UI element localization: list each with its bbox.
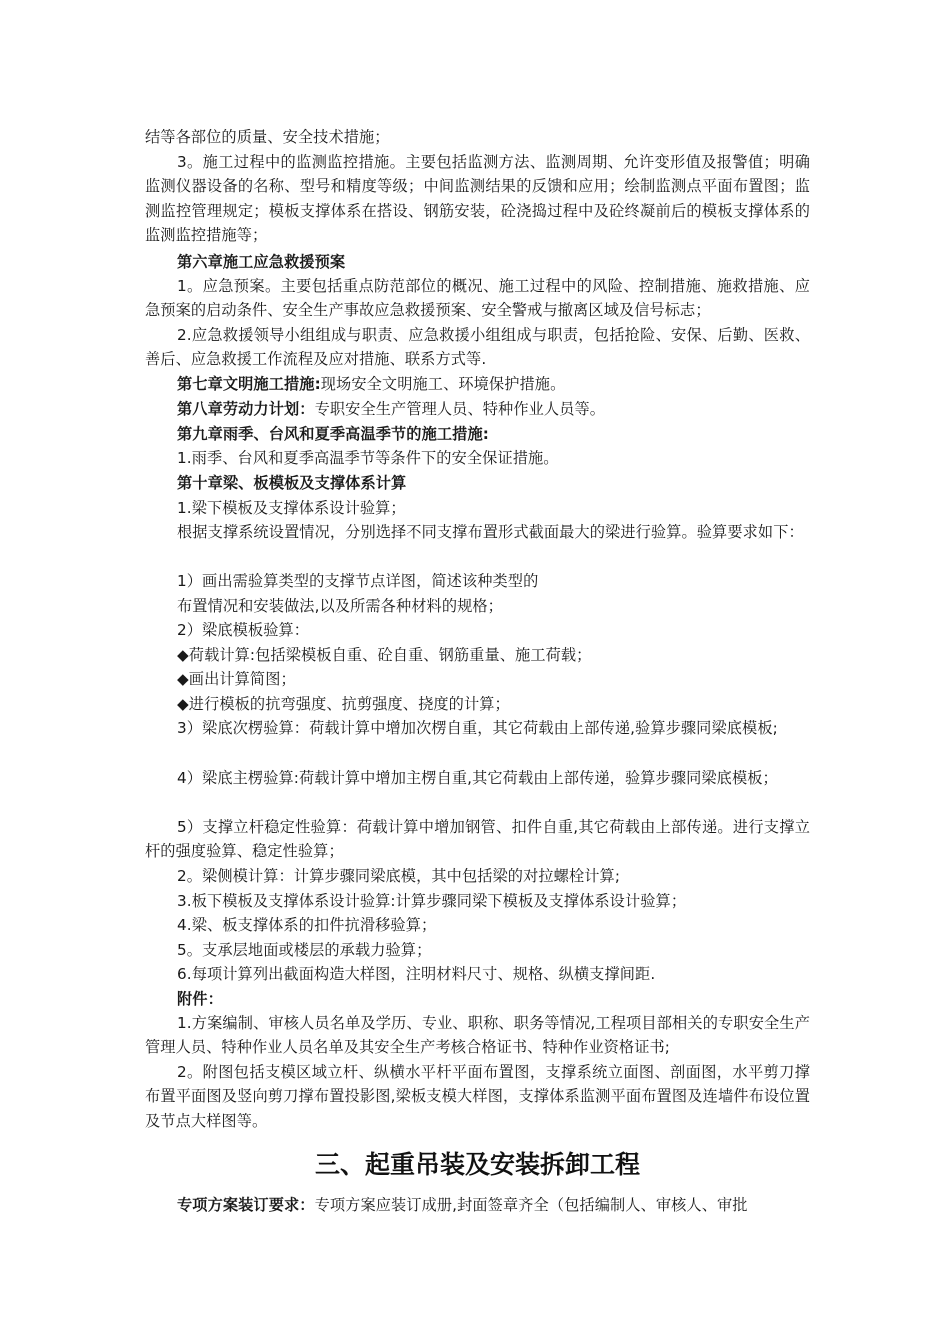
chapter-7-text: 现场安全文明施工、环境保护措施。: [320, 375, 566, 393]
chapter-10-heading: 第十章梁、板模板及支撑体系计算: [177, 474, 407, 492]
paragraph-side-form: 2。梁侧模计算：计算步骤同梁底模，其中包括梁的对拉螺栓计算;: [177, 867, 621, 885]
binding-requirements-heading: 专项方案装订要求：: [177, 1196, 315, 1214]
attachment-2: 2。附图包括支模区域立杆、纵横水平杆平面布置图，支撑系统立面图、剖面图，水平剪刀撑布置平面图及竖向剪刀撑布置投影图,梁板支模大样图，支撑体系监测平面布置图及连墙件布设位置及节点大样图等。: [145, 1063, 810, 1130]
paragraph-slab-formwork: 3.板下模板及支撑体系设计验算:计算步骤同梁下模板及支撑体系设计验算；: [177, 892, 687, 910]
chapter-8-line: [145, 397, 810, 421]
chapter-7-heading: 第七章文明施工措施:: [177, 375, 321, 393]
paragraph-emergency-team: 2.应急救援领导小组组成与职责、应急救援小组组成与职责，包括抢险、安保、后勤、医救、善后、应急救援工作流程及应对措施、联系方式等.: [145, 326, 810, 369]
section-3-heading: 三、起重吊装及安装拆卸工程: [314, 1150, 640, 1179]
chapter-6-heading: 第六章施工应急救援预案: [177, 253, 346, 271]
list-item-1-cont: 布置情况和安装做法,以及所需各种材料的规格；: [177, 597, 503, 615]
paragraph-anti-slip: 4.梁、板支撑体系的扣件抗滑移验算；: [177, 916, 437, 934]
chapter-8-heading: 第八章劳动力计划：: [177, 400, 315, 418]
chapter-9-heading: 第九章雨季、台风和夏季高温季节的施工措施:: [177, 425, 489, 443]
paragraph-rainy-season: 1.雨季、台风和夏季高温季节等条件下的安全保证措施。: [177, 449, 559, 467]
attachment-1: 1.方案编制、审核人员名单及学历、专业、职称、职务等情况,工程项目部相关的专职安全生产管理人员、特种作业人员名单及其安全生产考核合格证书、特种作业资格证书;: [145, 1014, 810, 1057]
bullet-strength-calc: ◆进行模板的抗弯强度、抗剪强度、挠度的计算；: [177, 695, 510, 713]
paragraph-beam-formwork: 1.梁下模板及支撑体系设计验算；: [177, 499, 406, 517]
paragraph-section-drawing: 6.每项计算列出截面构造大样图，注明材料尺寸、规格、纵横支撑间距.: [177, 965, 656, 983]
binding-requirements-text: 专项方案应装订成册,封面签章齐全（包括编制人、审核人、审批: [314, 1196, 748, 1214]
chapter-7-line: [145, 372, 810, 396]
chapter-8-text: 专职安全生产管理人员、特种作业人员等。: [314, 400, 606, 418]
paragraph-verification-requirements: 根据支撑系统设置情况，分别选择不同支撑布置形式截面最大的梁进行验算。验算要求如下：: [177, 523, 804, 541]
paragraph-continuation: 结等各部位的质量、安全技术措施；: [145, 128, 390, 146]
attachments-heading: 附件：: [177, 990, 223, 1008]
paragraph-emergency-plan: 1。应急预案。主要包括重点防范部位的概况、施工过程中的风险、控制措施、施救措施、应急预案的启动条件、安全生产事故应急救援预案、安全警戒与撤离区域及信号标志；: [145, 277, 810, 320]
list-item-1: 1）画出需验算类型的支撑节点详图，简述该种类型的: [177, 572, 539, 590]
list-item-3: 3）梁底次楞验算：荷载计算中增加次楞自重，其它荷载由上部传递,验算步骤同梁底模板;: [177, 719, 778, 737]
list-item-5: 5）支撑立杆稳定性验算：荷载计算中增加钢管、扣件自重,其它荷载由上部传递。进行支撑立杆的强度验算、稳定性验算；: [145, 818, 810, 861]
bullet-diagram: ◆画出计算简图；: [177, 670, 296, 688]
list-item-4: 4）梁底主楞验算:荷载计算中增加主楞自重,其它荷载由上部传递，验算步骤同梁底模板；: [177, 769, 778, 787]
bullet-load-calc: ◆荷载计算:包括梁模板自重、砼自重、钢筋重量、施工荷载；: [177, 646, 592, 664]
list-item-2: 2）梁底模板验算：: [177, 621, 310, 639]
paragraph-monitoring-measures: 3。施工过程中的监测监控措施。主要包括监测方法、监测周期、允许变形值及报警值；明确监测仪器设备的名称、型号和精度等级；中间监测结果的反馈和应用；绘制监测点平面布置图；监测监控管理规定；模板支撑体系在搭设、钢筋安装，砼浇捣过程中及砼终凝前后的模板支撑体系的监测监控措施等；: [145, 153, 810, 244]
paragraph-bearing-capacity: 5。支承层地面或楼层的承载力验算；: [177, 941, 432, 959]
binding-requirements-line: [145, 1193, 810, 1217]
